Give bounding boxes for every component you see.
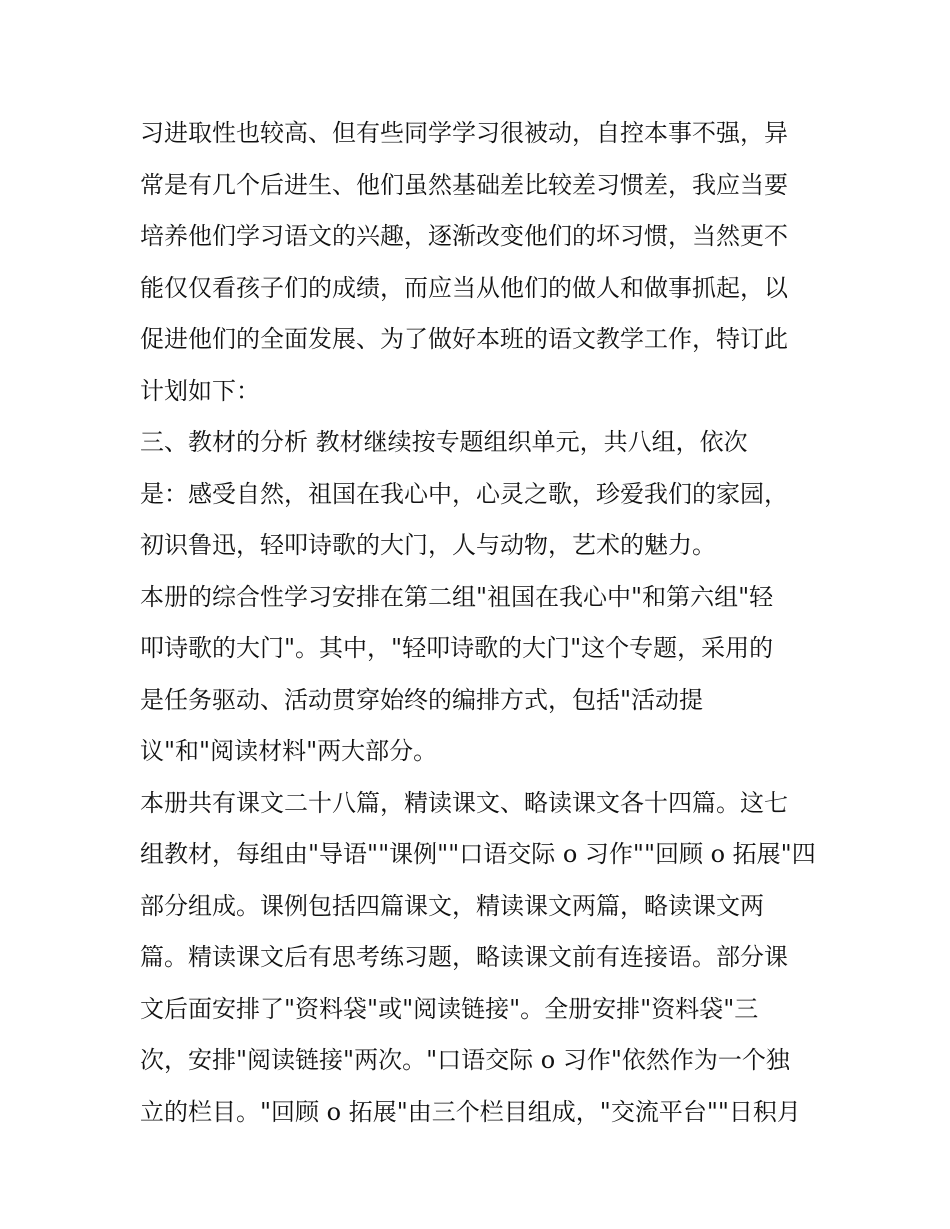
text-line: 文后面安排了"资料袋"或"阅读链接"。全册安排"资料袋"三 <box>140 994 759 1023</box>
text-line: 次，安排"阅读链接"两次。"口语交际 o 习作"依然作为一个独 <box>140 1046 790 1074</box>
text-line: 三、教材的分析 教材继续按专题组织单元，共八组，依次 <box>140 428 748 456</box>
text-line: 部分组成。课例包括四篇课文，精读课文两篇，略读课文两 <box>140 891 764 920</box>
text-line: 是：感受自然，祖国在我心中，心灵之歌，珍爱我们的家园， <box>140 479 788 508</box>
text-line: 组教材，每组由"导语""课例""口语交际 o 习作""回顾 o 拓展"四 <box>140 840 816 868</box>
text-line: 本册的综合性学习安排在第二组"祖国在我心中"和第六组"轻 <box>140 582 774 611</box>
text-line: 培养他们学习语文的兴趣，逐渐改变他们的坏习惯，当然更不 <box>140 222 788 250</box>
text-line: 计划如下： <box>140 376 260 405</box>
text-line: 习进取性也较高、但有些同学学习很被动，自控本事不强，异 <box>140 119 788 147</box>
text-line: 常是有几个后进生、他们虽然基础差比较差习惯差，我应当要 <box>140 170 788 199</box>
text-line: 本册共有课文二十八篇，精读课文、略读课文各十四篇。这七 <box>140 788 788 817</box>
text-line: 是任务驱动、活动贯穿始终的编排方式，包括"活动提 <box>140 685 704 714</box>
text-line: 能仅仅看孩子们的成绩，而应当从他们的做人和做事抓起，以 <box>140 273 788 302</box>
document-body <box>140 108 820 1138</box>
text-line: 促进他们的全面发展、为了做好本班的语文教学工作，特订此 <box>140 325 788 353</box>
text-line: 立的栏目。"回顾 o 拓展"由三个栏目组成，"交流平台""日积月 <box>140 1097 801 1126</box>
text-line: 初识鲁迅，轻叩诗歌的大门，人与动物，艺术的魅力。 <box>140 531 716 559</box>
text-line: 叩诗歌的大门"。其中，"轻叩诗歌的大门"这个专题，采用的 <box>140 634 774 662</box>
text-line: 篇。精读课文后有思考练习题，略读课文前有连接语。部分课 <box>140 943 788 971</box>
text-line: 议"和"阅读材料"两大部分。 <box>140 737 438 765</box>
